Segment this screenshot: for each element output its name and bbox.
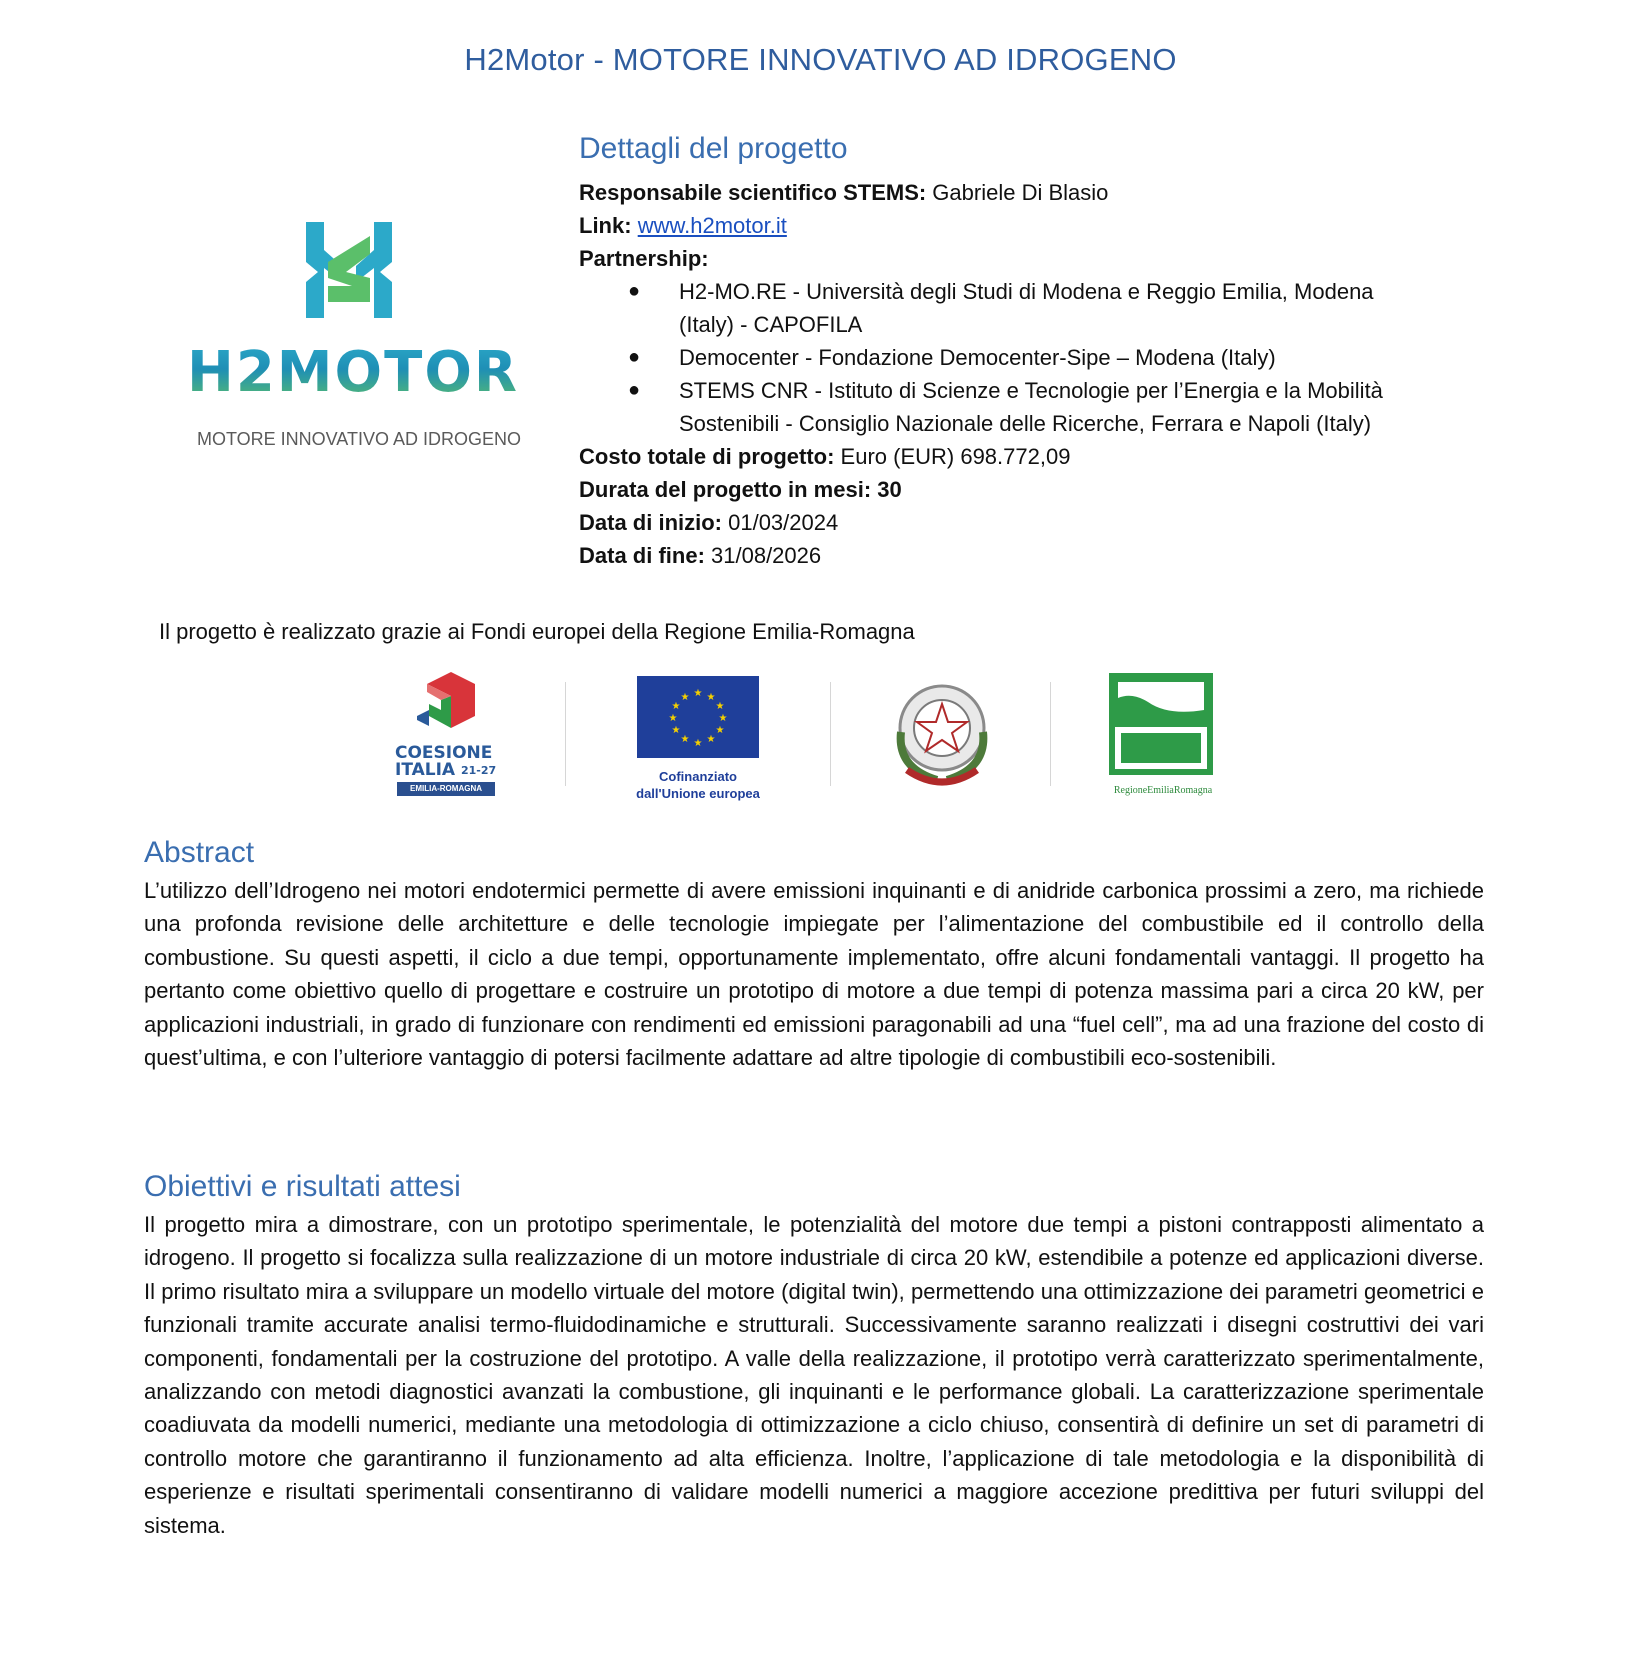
eu-flag-icon — [637, 676, 759, 758]
objectives-text: Il progetto mira a dimostrare, con un prototipo sperimentale, le potenzialità del motore due tempi a pistoni contrapposti alimentato a idrogeno. Il progetto si focalizza sulla realizzazione di un motore industriale di circa 20 kW, estendibile a potenze ed applicazioni diverse. Il primo risultato mira a sviluppare un modello virtuale del motore (digital twin), permettendo una ottimizzazione dei parametri geometrici e funzionali tramite accurate analisi termo-fluidodinamiche e strutturali. Successivamente saranno realizzati i disegni costruttivi dei vari componenti, fondamentali per la costruzione del prototipo. A valle della realizzazione, il prototipo verrà caratterizzato sperimentalmente, analizzando con metodi diagnostici avanzati la combustione, gli inquinanti e le performance globali. La caratterizzazione sperimentale coadiuvata da modelli numerici, mediante una metodologia di ottimizzazione a ciclo chiuso, consentirà di definire un set di parametri di controllo motore che garantiranno il funzionamento ad alta efficienza. Inoltre, l’applicazione di tale metodologia e la disponibilità di esperienze e risultati sperimentali consentiranno di validare modelli numerici a maggiore accezione predittiva per futuri sviluppi del sistema. — [144, 1212, 1484, 1538]
link-label: Link: — [579, 213, 632, 238]
h2motor-tagline: MOTORE INNOVATIVO AD IDROGENO — [196, 429, 522, 449]
abstract-heading: Abstract — [144, 836, 255, 869]
svg-text:★: ★ — [680, 734, 690, 745]
regione-emilia-romagna-logo — [1108, 672, 1218, 796]
bullet-icon: ● — [628, 346, 641, 368]
partnership-label: Partnership: — [579, 246, 709, 271]
regione-caption: RegioneEmiliaRomagna — [1113, 785, 1213, 796]
durata-row — [579, 473, 1479, 506]
responsabile-row — [579, 176, 1479, 209]
svg-text:★: ★ — [668, 713, 678, 724]
logo-divider — [565, 682, 566, 786]
h2motor-logo — [178, 222, 528, 452]
abstract-section — [144, 836, 1484, 1074]
svg-text:★: ★ — [706, 692, 716, 703]
regione-flag-icon — [1108, 672, 1214, 776]
funding-logos — [395, 670, 1225, 810]
inizio-value: 01/03/2024 — [722, 510, 839, 535]
details-heading: Dettagli del progetto — [579, 132, 848, 165]
svg-text:★: ★ — [706, 734, 716, 745]
italian-republic-emblem — [887, 672, 997, 801]
partner-line: Sostenibili - Consiglio Nazionale delle Ricerche, Ferrara e Napoli (Italy) — [679, 411, 1372, 436]
svg-text:★: ★ — [671, 725, 681, 736]
partner-line: (Italy) - CAPOFILA — [679, 312, 863, 337]
project-link[interactable]: www.h2motor.it — [637, 213, 787, 238]
partner-item — [579, 341, 1479, 374]
eu-logo — [633, 676, 763, 802]
objectives-heading: Obiettivi e risultati attesi — [144, 1170, 461, 1203]
costo-value: Euro (EUR) 698.772,09 — [834, 444, 1071, 469]
coesione-years: 21-27 — [461, 764, 497, 777]
coesione-name-line: ITALIA — [395, 760, 456, 780]
coesione-italia-logo — [395, 670, 505, 800]
h2motor-logo-mark — [302, 222, 396, 318]
fine-label: Data di fine: — [579, 543, 705, 568]
bullet-icon: ● — [628, 280, 641, 302]
coesione-name — [395, 745, 496, 779]
svg-text:★: ★ — [680, 692, 690, 703]
eu-stars-icon — [637, 676, 759, 758]
logo-divider — [830, 682, 831, 786]
svg-text:★: ★ — [671, 701, 681, 712]
inizio-row — [579, 506, 1479, 539]
bullet-icon: ● — [628, 379, 641, 401]
coesione-name-line: COESIONE — [395, 743, 493, 763]
h2motor-wordmark: H2MOTOR — [178, 340, 528, 405]
svg-text:★: ★ — [693, 738, 703, 749]
responsabile-value: Gabriele Di Blasio — [926, 180, 1109, 205]
costo-label: Costo totale di progetto: — [579, 444, 835, 469]
eu-caption — [633, 768, 763, 802]
responsabile-label: Responsabile scientifico STEMS: — [579, 180, 927, 205]
fine-row — [579, 539, 1479, 572]
project-details — [579, 132, 1479, 572]
partner-item — [579, 275, 1479, 341]
logo-divider — [1050, 682, 1051, 786]
durata-label: Durata del progetto in mesi: 30 — [579, 477, 902, 502]
objectives-section — [144, 1170, 1484, 1542]
partner-item — [579, 374, 1479, 440]
partner-line: H2-MO.RE - Università degli Studi di Modena e Reggio Emilia, Modena — [679, 279, 1374, 304]
funding-statement: Il progetto è realizzato grazie ai Fondi europei della Regione Emilia-Romagna — [159, 619, 915, 644]
partner-line: STEMS CNR - Istituto di Scienze e Tecnologie per l’Energia e la Mobilità — [679, 378, 1383, 403]
inizio-label: Data di inizio: — [579, 510, 722, 535]
page-title: H2Motor - MOTORE INNOVATIVO AD IDROGENO — [464, 42, 1177, 77]
fine-value: 31/08/2026 — [704, 543, 822, 568]
costo-row — [579, 440, 1479, 473]
svg-text:★: ★ — [693, 688, 703, 699]
partnership-row — [579, 242, 1479, 275]
svg-text:★: ★ — [718, 713, 728, 724]
abstract-text: L’utilizzo dell’Idrogeno nei motori endotermici permette di avere emissioni inquinanti e di anidride carbonica prossimi a zero, ma richiede una profonda revisione delle architetture e delle tecnologie impiegate per l’alimentazione del combustibile ed il controllo della combustione. Su questi aspetti, il ciclo a due tempi, opportunamente implementato, offre alcuni fondamentali vantaggi. Il progetto ha pertanto come obiettivo quello di progettare e costruire un prototipo di motore a due tempi di potenza massima pari a circa 20 kW, per applicazioni industriali, in grado di funzionare con rendimenti ed emissioni paragonabili ad una “fuel cell”, ma ad una frazione del costo di quest’ultima, e con l’ulteriore vantaggio di potersi facilmente adattare ad altre tipologie di combustibili eco-sostenibili. — [144, 878, 1484, 1071]
svg-text:★: ★ — [715, 725, 725, 736]
eu-caption-line: Cofinanziato — [659, 769, 737, 784]
republic-emblem-icon — [887, 672, 997, 796]
coesione-cube-icon — [415, 670, 485, 742]
link-row — [579, 209, 1479, 242]
svg-text:★: ★ — [715, 701, 725, 712]
partner-line: Democenter - Fondazione Democenter-Sipe – Modena (Italy) — [679, 345, 1276, 370]
partner-list — [579, 275, 1479, 440]
eu-caption-line: dall'Unione europea — [636, 786, 760, 801]
coesione-band: EMILIA-ROMAGNA — [397, 782, 495, 796]
